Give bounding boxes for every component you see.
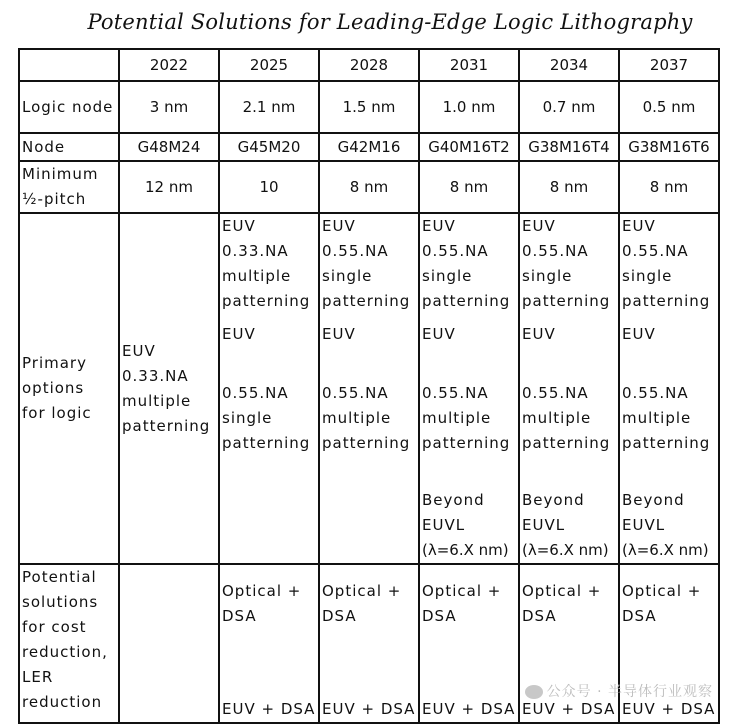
cell: G48M24	[119, 133, 219, 161]
cell: 10	[219, 161, 319, 213]
node-row	[19, 133, 719, 161]
year-2022: 2022	[119, 49, 219, 81]
cell: 12 nm	[119, 161, 219, 213]
cost-2034: Optical + DSA EUV + DSA	[519, 564, 619, 723]
year-2034: 2034	[519, 49, 619, 81]
corner-cell	[19, 49, 119, 81]
cell: G40M16T2	[419, 133, 519, 161]
cost-2031: Optical + DSA EUV + DSA	[419, 564, 519, 723]
cell: 2.1 nm	[219, 81, 319, 133]
cell: G38M16T6	[619, 133, 719, 161]
primary-2022: EUV 0.33.NA multiple patterning	[119, 213, 219, 564]
row-label-cost-reduction: Potential solutions for cost reduction, LER reduction	[19, 564, 119, 723]
year-2037: 2037	[619, 49, 719, 81]
watermark: 公众号 · 半导体行业观察	[525, 681, 713, 701]
min-pitch-row	[19, 161, 719, 213]
year-2028: 2028	[319, 49, 419, 81]
cell: G45M20	[219, 133, 319, 161]
cell: 1.0 nm	[419, 81, 519, 133]
header-row	[19, 49, 719, 81]
primary-2031: EUV 0.55.NA single patterning EUV 0.55.NA multiple patterning Beyond EUVL (λ=6.X nm)	[419, 213, 519, 564]
row-label-min-pitch: Minimum ½-pitch	[19, 161, 119, 213]
cell: 8 nm	[519, 161, 619, 213]
logic-node-row	[19, 81, 719, 133]
primary-2034: EUV 0.55.NA single patterning EUV 0.55.NA multiple patterning Beyond EUVL (λ=6.X nm)	[519, 213, 619, 564]
cell: 0.5 nm	[619, 81, 719, 133]
wechat-icon	[525, 685, 543, 699]
cost-2037: Optical + DSA EUV + DSA	[619, 564, 719, 723]
lithography-table	[18, 48, 720, 724]
cell: 3 nm	[119, 81, 219, 133]
cell: 0.7 nm	[519, 81, 619, 133]
cost-2025: Optical + DSA EUV + DSA	[219, 564, 319, 723]
row-label-logic-node: Logic node	[19, 81, 119, 133]
primary-2025: EUV 0.33.NA multiple patterning EUV 0.55.NA single patterning	[219, 213, 319, 564]
cell: G42M16	[319, 133, 419, 161]
cell: 8 nm	[319, 161, 419, 213]
cost-2028: Optical + DSA EUV + DSA	[319, 564, 419, 723]
cost-2022	[119, 564, 219, 723]
cell: 8 nm	[419, 161, 519, 213]
year-2031: 2031	[419, 49, 519, 81]
row-label-node: Node	[19, 133, 119, 161]
row-label-primary-options: Primary options for logic	[19, 213, 119, 564]
table-title: Potential Solutions for Leading-Edge Logic Lithography	[87, 10, 693, 34]
cell: 8 nm	[619, 161, 719, 213]
cell: G38M16T4	[519, 133, 619, 161]
primary-2028: EUV 0.55.NA single patterning EUV 0.55.NA multiple patterning	[319, 213, 419, 564]
primary-2037: EUV 0.55.NA single patterning EUV 0.55.NA multiple patterning Beyond EUVL (λ=6.X nm)	[619, 213, 719, 564]
cell: 1.5 nm	[319, 81, 419, 133]
primary-options-row	[19, 213, 719, 564]
year-2025: 2025	[219, 49, 319, 81]
